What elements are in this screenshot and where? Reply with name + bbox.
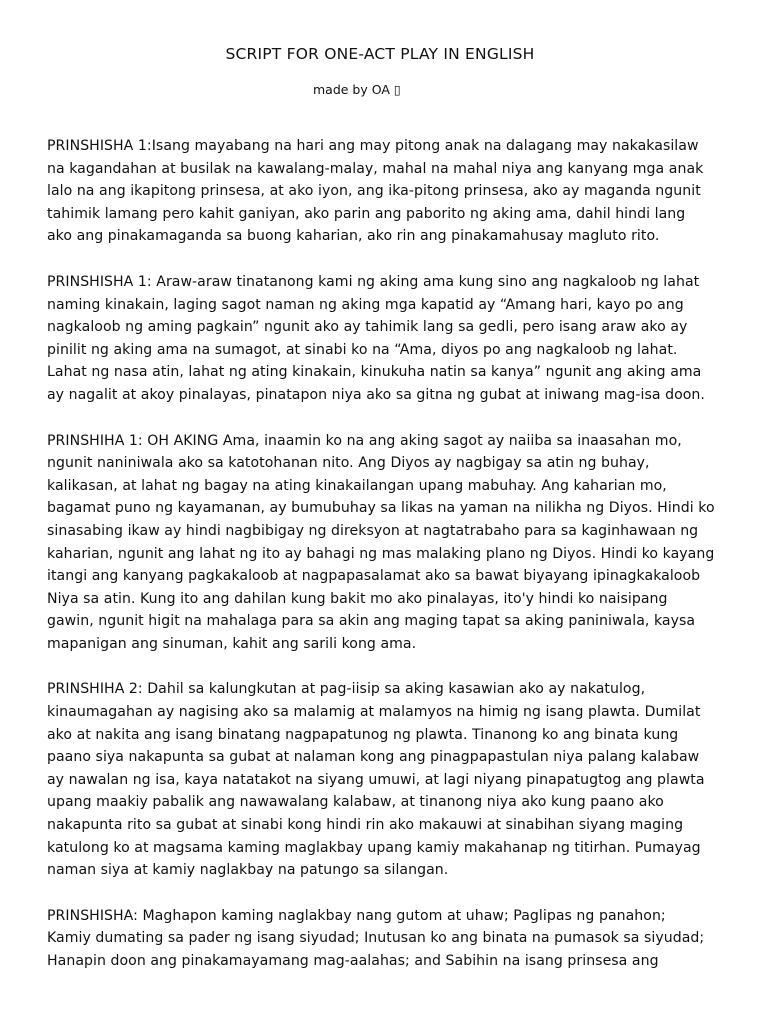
paragraph-line: kalikasan, at lahat ng bagay na ating kinakailangan upang mabuhay. Ang kaharian mo, (47, 477, 667, 494)
paragraph-line: lalo na ang ikapitong prinsesa, at ako iyon, ang ika-pitong prinsesa, ako ay maganda ngunit (47, 183, 701, 200)
paragraph-line: Niya sa atin. Kung ito ang dahilan kung bakit mo ako pinalayas, ito'y hindi ko naisipang (47, 590, 668, 607)
document-title: SCRIPT FOR ONE-ACT PLAY IN ENGLISH (225, 45, 535, 63)
paragraph-line: mapanigan ang sinuman, kahit ang sarili kong ama. (47, 635, 417, 652)
paragraph-line: sinasabing ikaw ay hindi nagbibigay ng direksyon at nagtatrabaho para sa kaginhawaan ng (47, 522, 699, 539)
script-paragraph (47, 271, 727, 407)
paragraph-line: nagkaloob ng aming pagkain” ngunit ako ay tahimik lang sa gedli, pero isang araw ako ay (47, 319, 688, 336)
paragraph-line: bagamat puno ng kayamanan, ay bumubuhay sa likas na yaman na nilikha ng Diyos. Hindi ko (47, 500, 715, 517)
document-body (47, 135, 727, 996)
paragraph-line: pinilit ng aking ama na sumagot, at sinabi ko na “Ama, diyos po ang nagkaloob ng lahat. (47, 341, 678, 358)
paragraph-line: PRINSHIHA 1: OH AKING Ama, inaamin ko na ang aking sagot ay naiiba sa inaasahan mo, (47, 432, 682, 449)
paragraph-line: PRINSHIHA 2: Dahil sa kalungkutan at pag-iisip sa aking kasawian ako ay nakatulog, (47, 681, 646, 698)
paragraph-line: PRINSHISHA 1:Isang mayabang na hari ang may pitong anak na dalagang may nakakasilaw (47, 138, 699, 154)
paragraph-line: upang maakiy pabalik ang nawawalang kalabaw, at tinanong niya ako kung paano ako (47, 794, 664, 811)
paragraph-line: PRINSHISHA 1: Araw-araw tinatanong kami ng aking ama kung sino ang nagkaloob ng lahat (47, 273, 700, 290)
paragraph-line: ako ang pinakamaganda sa buong kaharian, ako rin ang pinakamahusay magluto rito. (47, 228, 660, 245)
paragraph-line: naming kinakain, laging sagot naman ng aking mga kapatid ay “Amang hari, kayo po ang (47, 296, 684, 313)
paragraph-line: ay nawalan ng isa, kaya natatakot na siyang umuwi, at lagi niyang pinapatugtog ang plawta (47, 771, 705, 788)
paragraph-line: nakapunta rito sa gubat at sinabi kong hindi rin ako makauwi at sinabihan siyang maging (47, 817, 684, 834)
paragraph-line: PRINSHISHA: Maghapon kaming naglakbay nang gutom at uhaw; Paglipas ng panahon; (47, 907, 666, 924)
script-paragraph (47, 905, 727, 973)
script-paragraph (47, 678, 727, 881)
paragraph-line: kinaumagahan ay nagising ako sa malamig at malamyos na himig ng isang plawta. Dumilat (47, 704, 701, 721)
paragraph-line: paano siya nakapunta sa gubat at nalaman kong ang pinagpapastulan niya palang kalabaw (47, 749, 700, 766)
paragraph-line: tahimik lamang pero kahit ganiyan, ako parin ang paborito ng aking ama, dahil hindi lang (47, 205, 686, 222)
script-paragraph (47, 430, 727, 656)
paragraph-line: naman siya at kamiy naglakbay na patungo sa silangan. (47, 862, 449, 879)
script-paragraph (47, 135, 727, 248)
paragraph-line: katulong ko at magsama kaming maglakbay upang kamiy makahanap ng titirhan. Pumayag (47, 839, 701, 856)
paragraph-line: Kamiy dumating sa pader ng isang siyudad; Inutusan ko ang binata na pumasok sa siyudad; (47, 930, 705, 947)
paragraph-line: ngunit naniniwala ako sa katotohanan nito. Ang Diyos ay nagbigay sa atin ng buhay, (47, 455, 650, 472)
paragraph-line: Lahat ng nasa atin, lahat ng ating kinakain, kinukuha natin sa kanya” ngunit ang aking ama (47, 364, 702, 381)
paragraph-line: kaharian, ngunit ang lahat ng ito ay bahagi ng mas malaking plano ng Diyos. Hindi ko kayang (47, 545, 715, 562)
paragraph-line: itangi ang kanyang pagkakaloob at nagpapasalamat ako sa bawat biyayang ipinagkakaloob (47, 568, 701, 585)
paragraph-line: ako at nakita ang isang binatang nagpapatunog ng plawta. Tinanong ko ang binata kung (47, 726, 679, 743)
paragraph-line: gawin, ngunit higit na mahalaga para sa akin ang maging tapat sa aking paniniwala, kaysa (47, 613, 696, 630)
paragraph-line: ay nagalit at akoy pinalayas, pinatapon niya ako sa gitna ng gubat at iniwang mag-isa doon. (47, 386, 705, 403)
paragraph-line: Hanapin doon ang pinakamayamang mag-aalahas; and Sabihin na isang prinsesa ang (47, 953, 659, 969)
paragraph-line: na kagandahan at busilak na kawalang-malay, mahal na mahal niya ang kanyang mga anak (47, 160, 704, 177)
document-byline: made by OA ▯ (313, 82, 401, 97)
